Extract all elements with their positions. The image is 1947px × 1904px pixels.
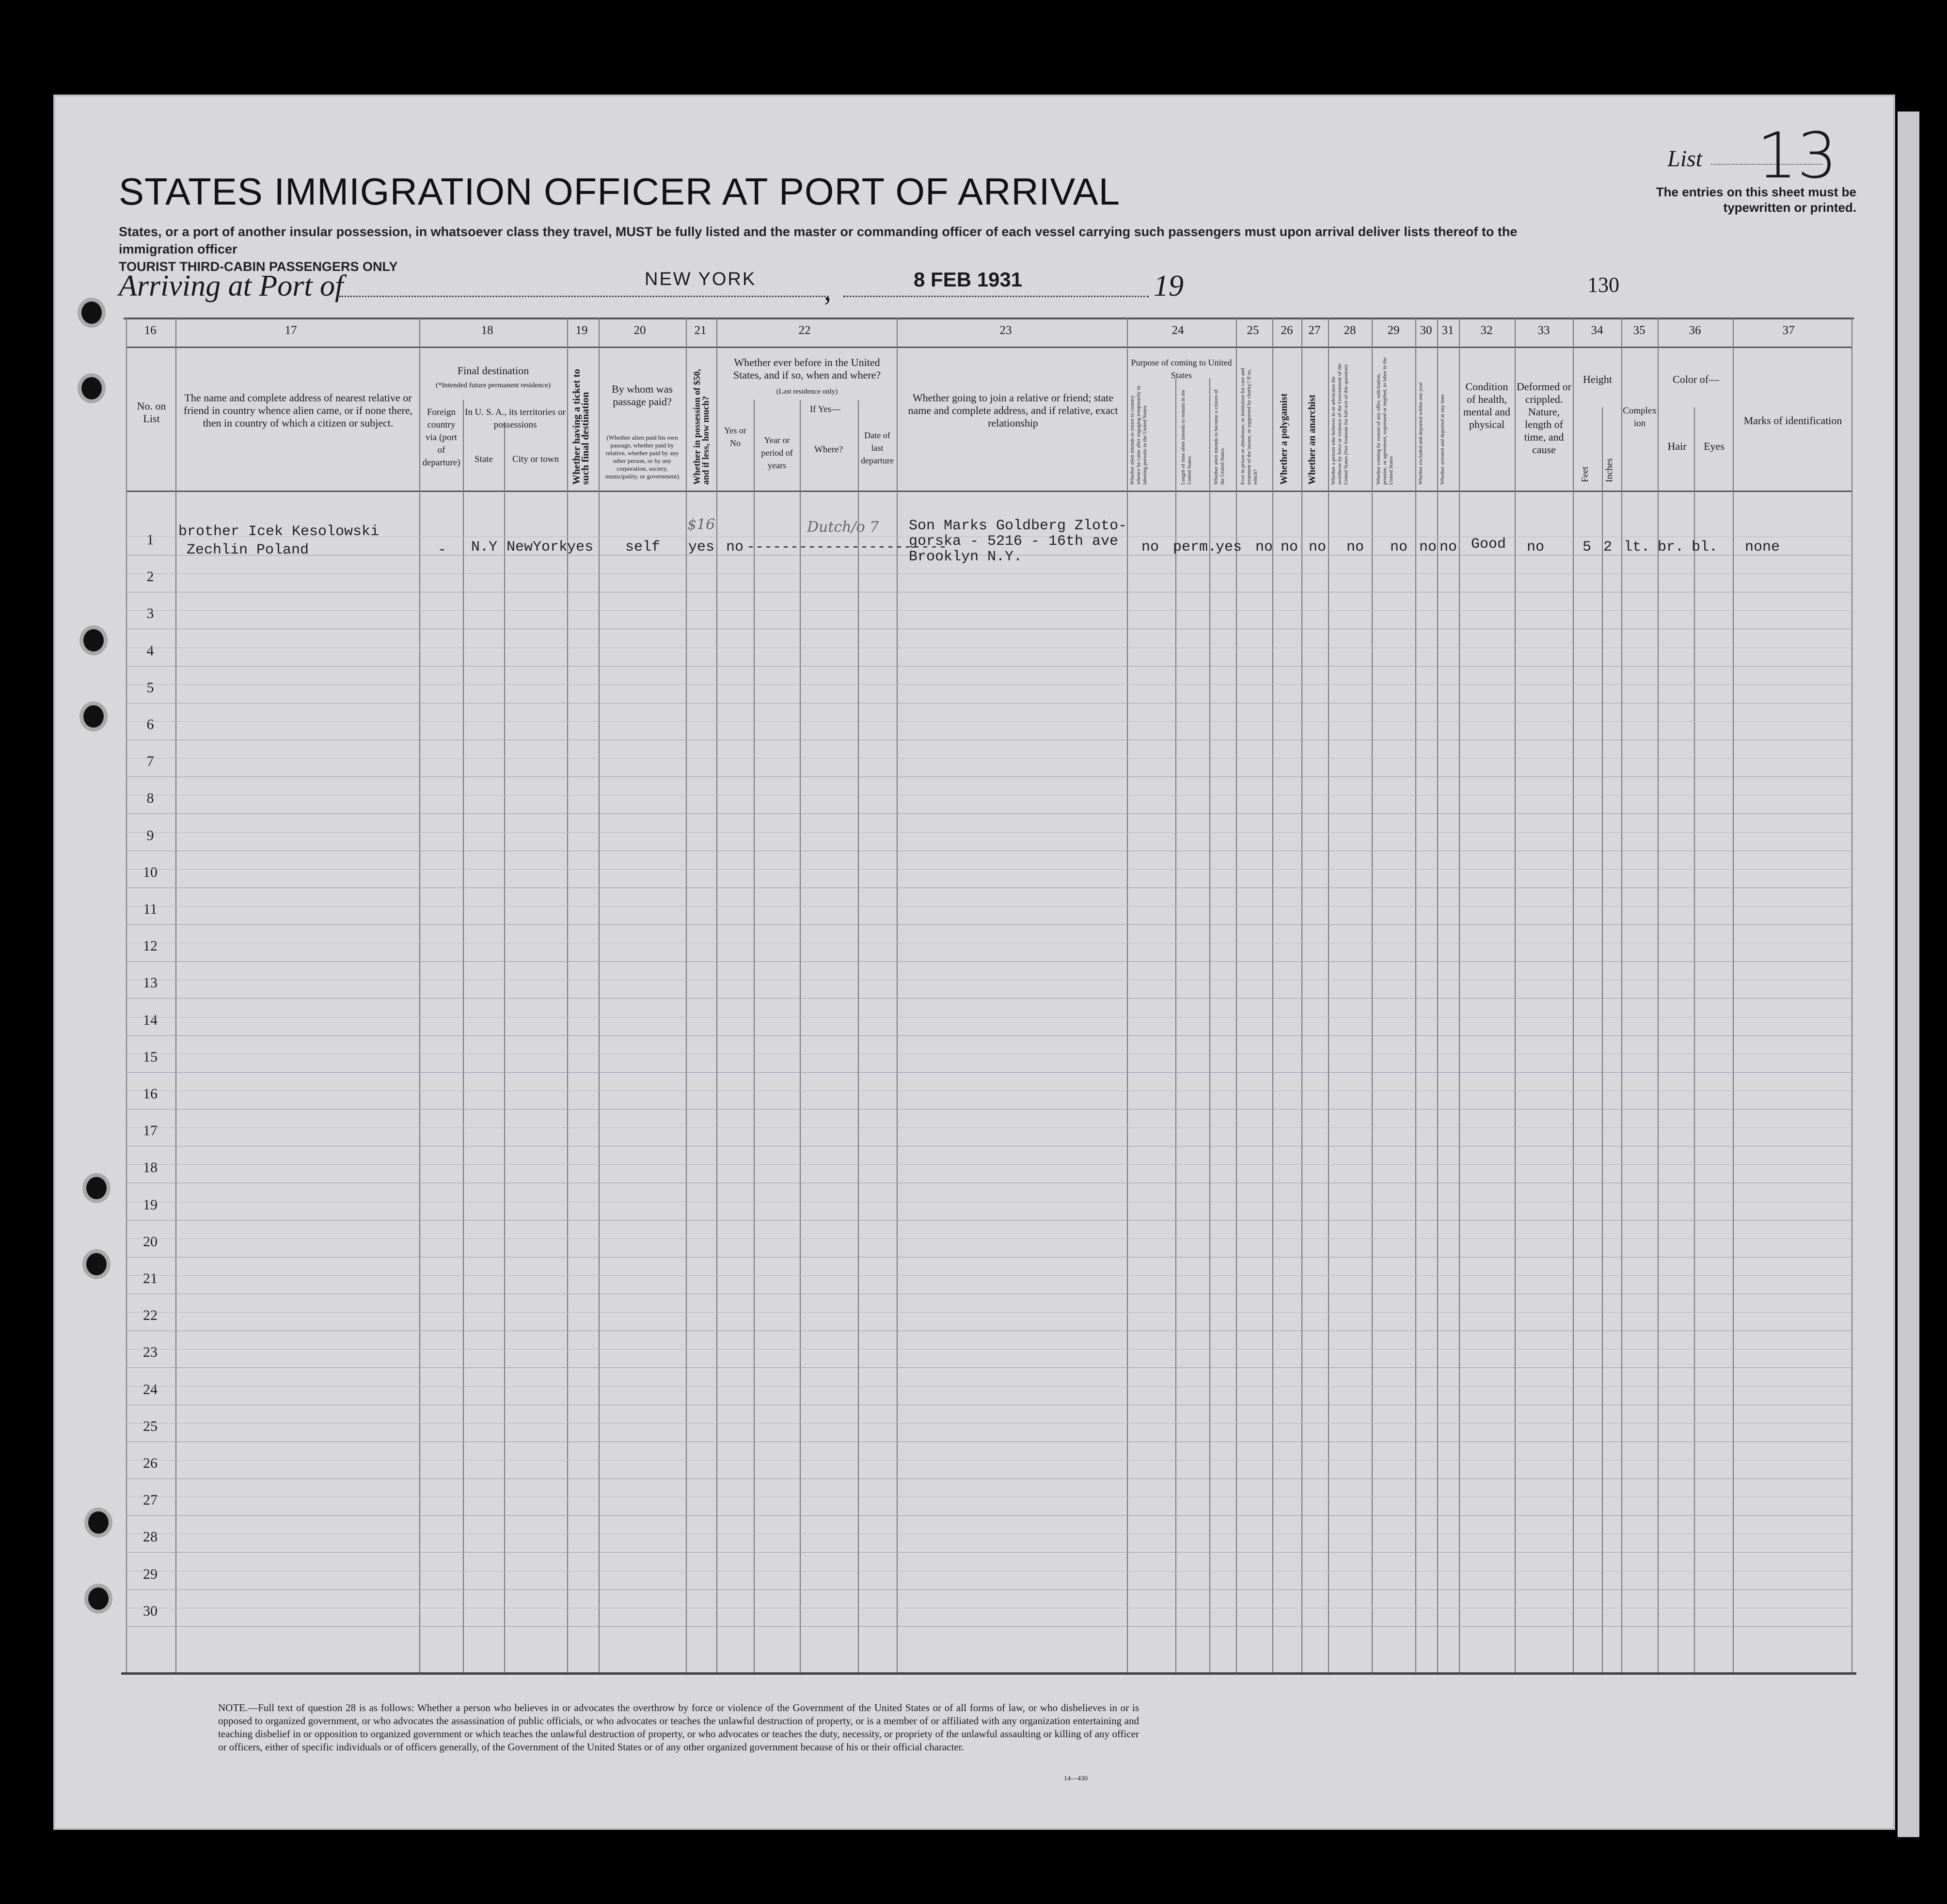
col-line xyxy=(1127,317,1128,1675)
deformed-value: no xyxy=(1527,539,1545,555)
join-line2: gorska - 5216 - 16th ave xyxy=(909,533,1119,550)
length-value: perm. xyxy=(1173,539,1217,555)
col-number: 29 xyxy=(1387,324,1400,337)
row-number: 10 xyxy=(143,864,158,880)
col-number: 37 xyxy=(1782,324,1795,337)
citizen-value: yes xyxy=(1216,539,1242,555)
row-subrule xyxy=(126,684,1852,685)
arrested-value: no xyxy=(1440,539,1457,555)
relative-line1: brother Icek Kesolowski xyxy=(178,524,380,540)
date-stamp: 8 FEB 1931 xyxy=(914,268,1023,291)
col-number: 26 xyxy=(1281,324,1293,337)
row-rule xyxy=(126,1220,1852,1221)
col-line xyxy=(1658,317,1659,1675)
col-line xyxy=(1415,317,1416,1675)
col-number: 18 xyxy=(481,324,493,337)
port-value: NEW YORK xyxy=(645,269,757,289)
col-line xyxy=(1437,317,1438,1675)
row-subrule xyxy=(126,1238,1852,1239)
header-where: Where? xyxy=(814,444,843,455)
row-rule xyxy=(126,1478,1852,1479)
col-number: 16 xyxy=(144,324,157,337)
row-number: 11 xyxy=(143,901,158,917)
header-purpose: Purpose of coming to United States xyxy=(1131,358,1232,380)
row-number: 14 xyxy=(143,1012,158,1028)
form-title: STATES IMMIGRATION OFFICER AT PORT OF ARRIVAL xyxy=(119,170,1121,213)
header-before-us: Whether ever before in the United States, and if so, when and where? xyxy=(733,356,881,381)
header-deformed: Deformed or crippled. Nature, length of time, and cause xyxy=(1516,381,1571,456)
year-prefix: 19 xyxy=(1154,270,1184,302)
header-in-usa: In U. S. A., its territories or possessions xyxy=(465,407,566,430)
col-line xyxy=(1209,378,1210,1675)
col-number: 20 xyxy=(633,324,646,337)
col-line xyxy=(419,317,420,1675)
row-rule xyxy=(126,1035,1852,1036)
header-foreign-country: Foreign country via (port of departure) xyxy=(422,407,460,468)
header-state: State xyxy=(475,454,493,464)
col-line xyxy=(1621,317,1622,1675)
form-number: 14—430 xyxy=(1064,1775,1088,1782)
before-us-value: no xyxy=(726,539,744,555)
foreign-country-value: - xyxy=(438,542,447,558)
row-subrule xyxy=(126,1312,1852,1313)
port-line xyxy=(339,296,829,297)
col-line xyxy=(1272,317,1273,1675)
header-money: Whether in possession of $50, and if less, how much? xyxy=(692,369,711,485)
col-line xyxy=(1175,378,1176,1675)
col-number: 21 xyxy=(694,324,707,337)
inches-value: 2 xyxy=(1603,539,1613,555)
row-subrule xyxy=(126,1275,1852,1276)
col-line xyxy=(1573,317,1574,1675)
col-line xyxy=(126,317,127,1675)
col-line xyxy=(1236,317,1237,1675)
header-if-yes: If Yes— xyxy=(809,404,841,414)
passage-value: self xyxy=(625,539,661,555)
col-number: 19 xyxy=(575,324,588,337)
health-value: Good xyxy=(1471,536,1506,553)
col-number: 28 xyxy=(1344,324,1356,337)
typed-note: The entries on this sheet must be typewritten or printed. xyxy=(1656,185,1856,215)
list-number: 13 xyxy=(1757,119,1837,192)
header-height: Height xyxy=(1583,373,1612,385)
header-health: Condition of health, mental and physical xyxy=(1463,381,1511,430)
row-rule xyxy=(126,1589,1852,1590)
row-rule xyxy=(126,961,1852,962)
col-number: 17 xyxy=(285,324,297,337)
row-number: 4 xyxy=(146,642,154,659)
header-length: Length of time alien intends to remain in the United States xyxy=(1180,389,1192,485)
header-citizen: Whether alien intends to become a citizen of the United States xyxy=(1213,389,1225,485)
row-subrule xyxy=(126,721,1852,722)
return-value: no xyxy=(1141,539,1159,555)
row-number: 18 xyxy=(143,1159,158,1176)
header-ticket: Whether having a ticket to such final destination xyxy=(570,369,591,485)
col-line xyxy=(1301,317,1302,1675)
col-line xyxy=(1602,407,1603,1675)
col-number: 34 xyxy=(1591,324,1603,337)
sheet-edge xyxy=(1898,111,1919,1837)
join-line1: Son Marks Goldberg Zloto- xyxy=(909,518,1127,534)
anarchist-value: no xyxy=(1309,539,1327,555)
col-line xyxy=(858,400,859,1675)
row-number: 8 xyxy=(146,790,154,807)
header-rule xyxy=(126,347,1852,348)
date-line xyxy=(843,296,1149,297)
col-line xyxy=(897,317,898,1675)
punch-hole xyxy=(81,377,102,399)
punch-hole xyxy=(83,705,104,728)
col-line xyxy=(504,422,505,1675)
row-number: 7 xyxy=(146,753,154,770)
header-rule xyxy=(126,491,1852,492)
ticket-value: yes xyxy=(567,539,594,555)
row-number: 29 xyxy=(143,1566,158,1582)
row-number: 30 xyxy=(143,1603,158,1619)
row-subrule xyxy=(126,1127,1852,1128)
prison-value: no xyxy=(1255,539,1273,555)
row-number: 25 xyxy=(143,1418,158,1434)
eyes-value: bl. xyxy=(1692,539,1718,555)
row-number: 23 xyxy=(143,1344,158,1361)
row-number: 28 xyxy=(143,1529,158,1545)
header-final-destination: Final destination xyxy=(457,365,529,377)
header-final-dest-sub: (*Intended future permanent residence) xyxy=(436,381,551,389)
row-subrule xyxy=(126,610,1852,611)
row-number: 2 xyxy=(146,569,154,585)
row-number: 17 xyxy=(143,1123,158,1139)
col-number: 33 xyxy=(1537,324,1550,337)
money-value: yes xyxy=(688,539,715,555)
col-number: 27 xyxy=(1308,324,1321,337)
col-number: 31 xyxy=(1441,324,1454,337)
row-number: 20 xyxy=(143,1233,158,1250)
col-line xyxy=(599,317,600,1675)
instructions-text: States, or a port of another insular possession, in whatsoever class they travel, MUST be fully listed and the master or commanding officer of each vessel carrying such passengers must upon arrival deliver lists thereof to the immigration officer xyxy=(119,224,1518,256)
header-join: Whether going to join a relative or friend; state name and complete address, and if relative, exact relationship xyxy=(908,392,1118,429)
col-line xyxy=(686,317,687,1675)
marks-value: none xyxy=(1745,539,1780,555)
row-subrule xyxy=(126,758,1852,759)
row-number: 19 xyxy=(143,1196,158,1213)
col-number: 23 xyxy=(999,324,1012,337)
punch-hole xyxy=(86,1253,107,1275)
polygamist-value: no xyxy=(1281,539,1298,555)
city-value: NewYork xyxy=(507,539,568,555)
form-instructions xyxy=(119,223,1573,275)
header-complexion: Complexion xyxy=(1623,406,1657,428)
row-number: 21 xyxy=(143,1270,158,1286)
col-line xyxy=(1328,317,1329,1675)
punch-hole xyxy=(81,301,102,324)
footnote: NOTE.—Full text of question 28 is as follows: Whether a person who believes in or advocates the overthrow by force or violence of the Government of the United States or of all forms of law, or who disbelieves in or is opposed to organized government, or who advocates the assassination of public officials, or who advocates or teaches the unlawful destruction of property, or is a member of or affiliated with any organization entertaining and teaching disbelief in or opposition to organized government or which teaches the unlawful destruction of property, or who advocates or teaches the duty, necessity, or propriety of the unlawful assaulting or killing of any officer or officers, either of specific individuals or of officers generally, of the Government of the United States or of any other organized government because of his or their official character. xyxy=(218,1702,1139,1753)
col-line xyxy=(754,400,755,1675)
handwritten-note: Dutch/o 7 xyxy=(807,519,879,536)
money-handwritten: $16 xyxy=(687,516,715,533)
header-polygamist: Whether a polygamist xyxy=(1279,393,1289,485)
row-number: 12 xyxy=(143,938,158,954)
hair-value: br. xyxy=(1658,539,1684,555)
header-feet: Feet xyxy=(1580,466,1590,482)
col-line xyxy=(1733,317,1734,1675)
row-rule xyxy=(126,1072,1852,1073)
row-rule xyxy=(126,1552,1852,1553)
row-subrule xyxy=(126,1164,1852,1165)
header-hair: Hair xyxy=(1667,440,1687,452)
col-line xyxy=(1459,317,1460,1675)
dashes: ----------------------- xyxy=(746,539,948,555)
header-before-us-sub: (Last residence only) xyxy=(776,388,838,396)
col-line xyxy=(716,317,717,1675)
col-line xyxy=(1372,317,1373,1675)
row-number: 6 xyxy=(146,716,154,732)
header-year: Year or period of years xyxy=(761,435,793,470)
punch-hole xyxy=(88,1587,109,1610)
row-rule xyxy=(126,1515,1852,1516)
punch-hole xyxy=(83,629,104,651)
class-line: TOURIST THIRD-CABIN PASSENGERS ONLY xyxy=(119,259,398,274)
header-color: Color of— xyxy=(1673,373,1719,385)
header-return: Whether alien intends to return to country whence he came after engaging temporarily in laboring pursuits in the United States xyxy=(1129,385,1148,485)
state-value: N.Y xyxy=(471,539,498,555)
overthrow-value: no xyxy=(1346,539,1364,555)
bottom-rule xyxy=(121,1672,1856,1675)
complexion-value: lt. xyxy=(1624,539,1650,555)
row-number: 1 xyxy=(146,532,154,548)
header-marks: Marks of identification xyxy=(1743,414,1842,427)
row-subrule xyxy=(126,869,1852,870)
row-number: 9 xyxy=(146,827,154,843)
header-eyes: Eyes xyxy=(1704,440,1725,452)
col-number: 30 xyxy=(1420,324,1432,337)
col-line xyxy=(463,400,464,1675)
header-passage: By whom was passage paid? xyxy=(612,383,673,408)
page-number: 130 xyxy=(1587,273,1619,297)
col-line xyxy=(175,317,176,1675)
header-anarchist: Whether an anarchist xyxy=(1307,395,1317,485)
excluded-value: no xyxy=(1419,539,1437,555)
row-subrule xyxy=(126,832,1852,833)
row-subrule xyxy=(126,1423,1852,1424)
punch-hole xyxy=(86,1177,107,1199)
header-no-on-list: No. on List xyxy=(137,400,166,425)
feet-value: 5 xyxy=(1583,539,1592,555)
row-rule xyxy=(126,813,1852,814)
row-number: 16 xyxy=(143,1086,158,1102)
row-rule xyxy=(126,1109,1852,1110)
col-number: 25 xyxy=(1247,324,1259,337)
join-line3: Brooklyn N.Y. xyxy=(909,549,1023,565)
header-offer: Whether coming by reason of any offer, solicitation, promise, or agreement, expressed or implied, to labor in the United States xyxy=(1376,357,1394,485)
header-relative: The name and complete address of nearest relative or friend in country whence alien came, or if none there, then in country of which a citizen or subject. xyxy=(183,392,413,429)
header-yes-no: Yes or No xyxy=(724,426,746,448)
header-arrested: Whether arrested and deported at any time xyxy=(1440,394,1445,485)
row-number: 22 xyxy=(143,1307,158,1324)
arriving-label: Arriving at Port of xyxy=(119,270,344,302)
row-subrule xyxy=(126,573,1852,574)
row-number: 5 xyxy=(146,679,154,696)
row-number: 3 xyxy=(146,605,154,622)
row-rule xyxy=(126,924,1852,925)
header-passage-sub: (Whether alien paid his own passage, whether paid by relative, whether paid by any other person, or by any corporation, society, municipality, or government) xyxy=(605,434,679,480)
col-line xyxy=(1515,317,1516,1675)
row-rule xyxy=(126,998,1852,999)
row-number: 27 xyxy=(143,1492,158,1508)
list-label: List xyxy=(1667,146,1703,172)
punch-hole xyxy=(88,1511,109,1534)
header-prison: Ever in prison or almshouse, or institution for care and treatment of the insane, or supported by charity? If so, which? xyxy=(1240,368,1258,485)
col-line xyxy=(800,400,801,1675)
row-number: 24 xyxy=(143,1381,158,1397)
row-number: 15 xyxy=(143,1048,158,1065)
col-number: 36 xyxy=(1689,324,1701,337)
relative-line2: Zechlin Poland xyxy=(187,542,309,558)
row-number: 13 xyxy=(143,975,158,991)
col-number: 24 xyxy=(1171,324,1184,337)
col-line xyxy=(567,317,568,1675)
header-city: City or town xyxy=(512,454,559,464)
row-rule xyxy=(126,1367,1852,1368)
header-date-departure: Date of last departure xyxy=(861,430,894,465)
offer-value: no xyxy=(1390,539,1408,555)
col-line xyxy=(1694,407,1695,1675)
col-number: 35 xyxy=(1633,324,1646,337)
row-number: 26 xyxy=(143,1455,158,1471)
header-inches: Inches xyxy=(1604,458,1615,482)
comma: , xyxy=(824,274,831,306)
col-number: 32 xyxy=(1480,324,1493,337)
col-number: 22 xyxy=(798,324,811,337)
row-rule xyxy=(126,1626,1852,1627)
header-overthrow: Whether a person who believes in or advocates the overthrow by force or violence of the Government of the United States (See footnote for full text of this question) xyxy=(1330,363,1349,485)
header-excluded: Whether excluded and deported within one year xyxy=(1418,382,1424,485)
row-subrule xyxy=(126,1386,1852,1387)
